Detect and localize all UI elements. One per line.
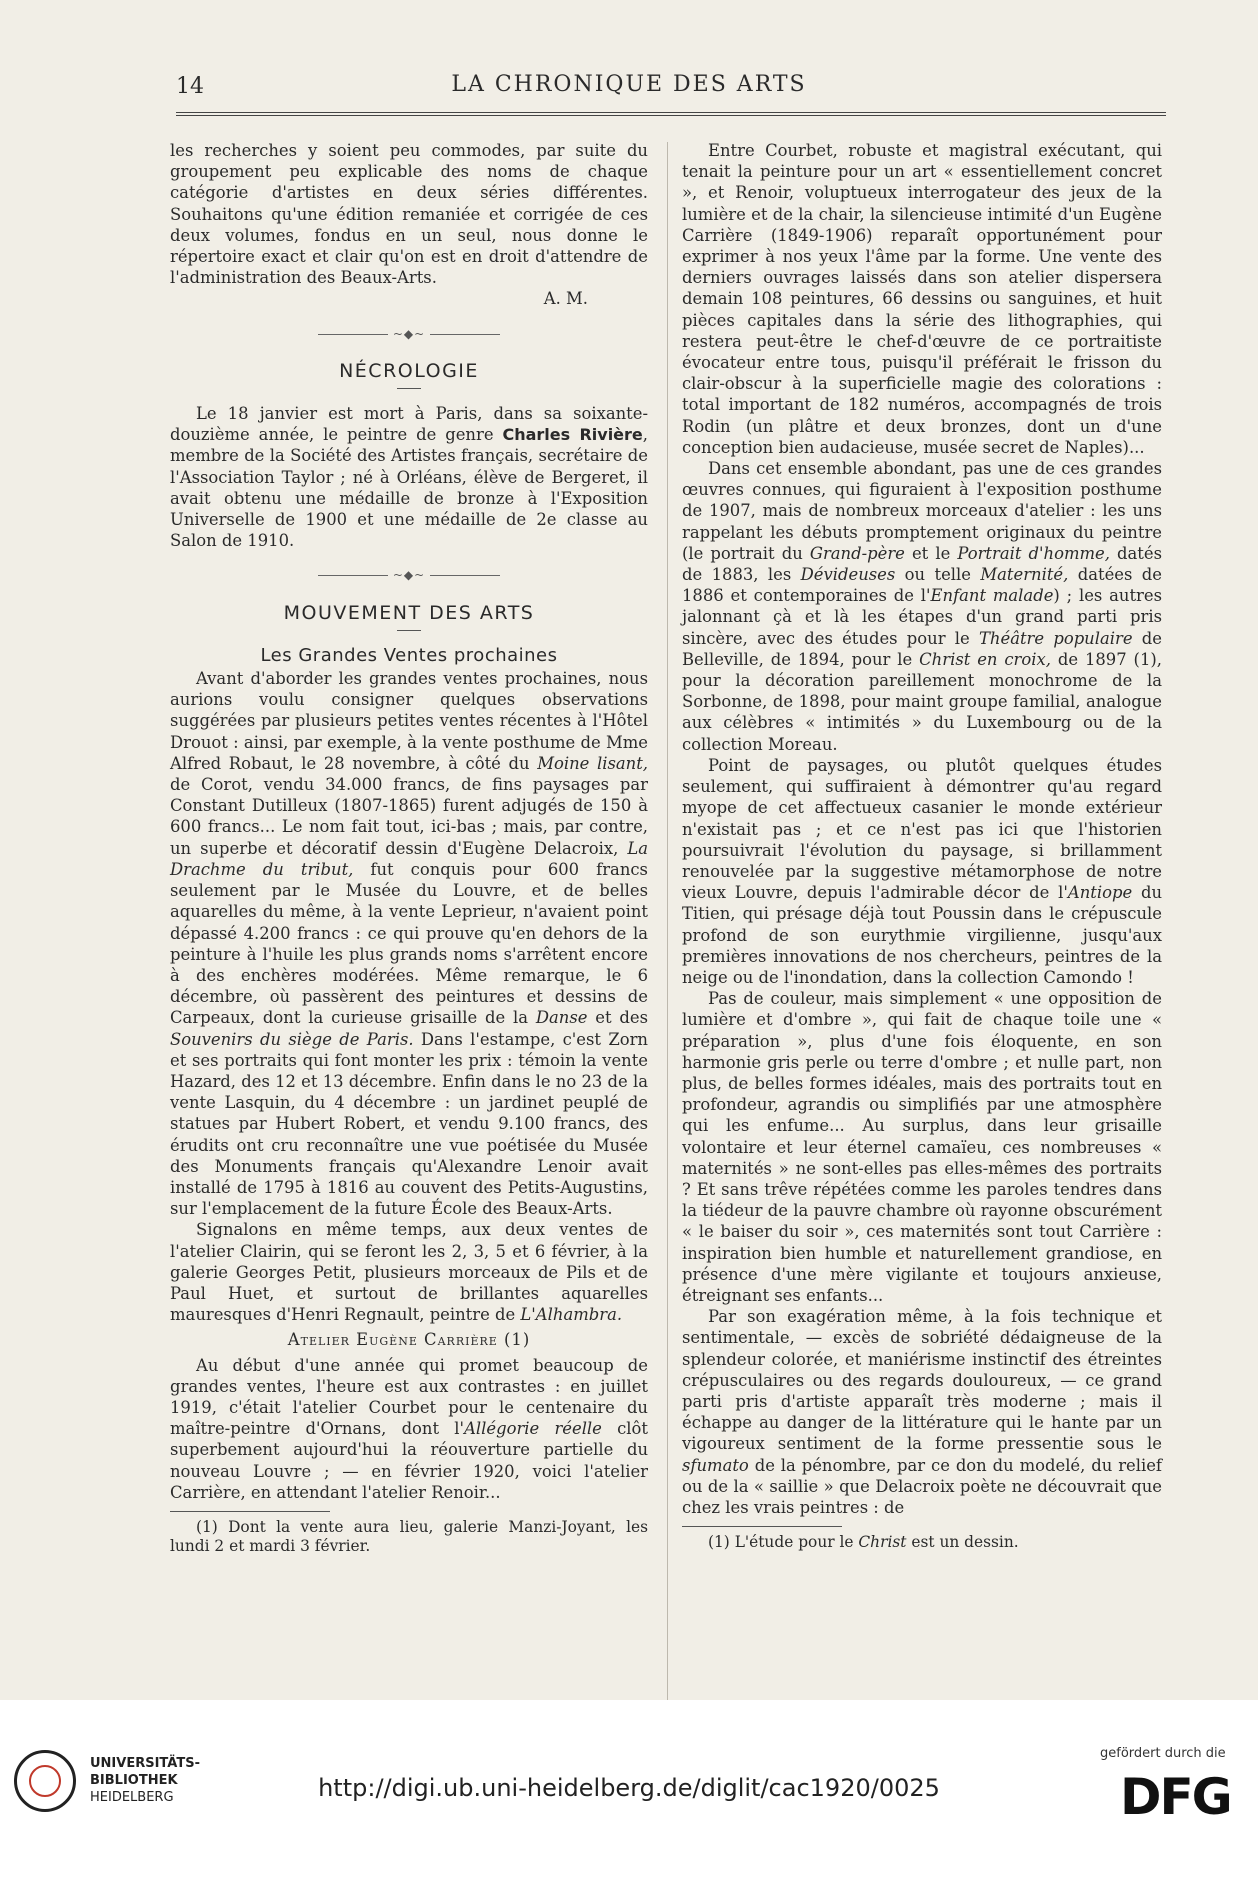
- header-rule: [176, 112, 1166, 116]
- necrologie-paragraph: Le 18 janvier est mort à Paris, dans sa soixante-douzième année, le peintre de genre Charles Rivière, membre de la Société des Artistes français, secrétaire de l'Association Taylor ; né à Orléans, élève de Bergeret, il avait obtenu une médaille de bronze à l'Exposition Universelle de 1900 et une médaille de 2e classe au Salon de 1910.: [170, 404, 648, 551]
- signature: A. M.: [543, 289, 588, 309]
- right-paragraph-5: Par son exagération même, à la fois technique et sentimentale, — excès de sobriété dédaigneuse de la splendeur colorée, et maniérisme instinctif des étreintes crépusculaires ou des regards douloureux, — ce grand parti pris d'artiste apparaît très moderne ; mais il échappe au danger de la littérature qui le hante par un vigoureux sentiment de la forme pressentie sous le sfumato de la pénombre, par ce don du modelé, du relief ou de la « saillie » que Delacroix poète ne découvrait que chez les vrais peintres : de: [682, 1307, 1162, 1517]
- atelier-title: Atelier Eugène Carrière (1): [287, 1330, 531, 1350]
- dfg-logo: DFG: [1120, 1768, 1231, 1826]
- footnote-rule: [170, 1511, 330, 1512]
- dfg-label: gefördert durch die: [1100, 1746, 1226, 1761]
- ventes-paragraph-1: Avant d'aborder les grandes ventes prochaines, nous aurions voulu consigner quelques observations suggérées par plusieurs petites ventes récentes à l'Hôtel Drouot : ainsi, par exemple, à la vente posthume de Mme Alfred Robaut, le 28 novembre, à côté du Moine lisant, de Corot, vendu 34.000 francs, de fins paysages par Constant Dutilleux (1807-1865) furent adjugés de 150 à 600 francs... Le nom fait tout, ici-bas ; mais, par contre, un superbe et décoratif dessin d'Eugène Delacroix, La Drachme du tribut, fut conquis pour 600 francs seulement par le Musée du Louvre, et de belles aquarelles du même, à la vente Leprieur, n'avaient point dépassé 4.200 francs : ce qui prouve qu'en dehors de la peinture à l'huile les plus grands noms s'arrêtent encore à des enchères modérées. Même remarque, le 6 décembre, où passèrent des peintures et dessins de Carpeaux, dont la curieuse grisaille de la Danse et des Souvenirs du siège de Paris. Dans l'estampe, c'est Zorn et ses portraits qui font monter les prix : témoin la vente Hazard, des 12 et 13 décembre. Enfin dans le no 23 de la vente Lasquin, du 4 décembre : un jardinet peuplé de statues par Hubert Robert, et vendu 9.100 francs, des érudits ont cru reconnaître une vue poétisée du Musée des Monuments français qu'Alexandre Lenoir avait installé de 1795 à 1816 au couvent des Petits-Augustins, sur l'emplacement de la future École des Beaux-Arts.: [170, 669, 648, 1219]
- artist-name: Charles Rivière: [502, 425, 643, 445]
- page-number: 14: [176, 74, 204, 99]
- ventes-title: Les Grandes Ventes prochaines: [260, 644, 558, 666]
- ventes-paragraph-2: Signalons en même temps, aux deux ventes de l'atelier Clairin, qui se feront les 2, 3, 5 et 6 février, à la galerie Georges Petit, plusieurs morceaux de Pils et de Paul Huet, et surtout de brillantes aquarelles mauresques d'Henri Regnault, peintre de L'Alhambra.: [170, 1220, 648, 1325]
- footnote-rule: [682, 1526, 842, 1527]
- atelier-paragraph: Au début d'une année qui promet beaucoup de grandes ventes, l'heure est aux contrastes : en juillet 1919, c'était l'atelier Courbet pour le centenaire du maître-peintre d'Ornans, dont l'Allégorie réelle clôt superbement aujourd'hui la réouverture partielle du nouveau Louvre ; — en février 1920, voici l'atelier Carrière, en attendant l'atelier Renoir...: [170, 1355, 648, 1502]
- right-paragraph-2: Dans cet ensemble abondant, pas une de ces grandes œuvres connues, qui figuraient à l'exposition posthume de 1907, mais de nombreux morceaux d'atelier : les uns rappelant les débuts promptement originaux du peintre (le portrait du Grand-père et le Portrait d'homme, datés de 1883, les Dévideuses ou telle Maternité, datées de 1886 et contemporaines de l'Enfant malade) ; les autres jalonnant çà et là les étapes d'un grand parti pris sincère, avec des études pour le Théâtre populaire de Belleville, de 1894, pour le Christ en croix, de 1897 (1), pour la décoration pareillement monochrome de la Sorbonne, de 1898, pour maint groupe familial, analogue aux célèbres « intimités » du Luxembourg ou de la collection Moreau.: [682, 459, 1163, 754]
- right-paragraph-1: Entre Courbet, robuste et magistral exécutant, qui tenait la peinture pour un art « essentiellement concret », et Renoir, voluptueux interrogateur des jeux de la lumière et de la chair, la silencieuse intimité d'un Eugène Carrière (1849-1906) reparaît opportunément pour exprimer à nos yeux l'âme par la forme. Une vente des derniers ouvrages laissés dans son atelier dispersera demain 108 peintures, 66 dessins ou sanguines, et huit pièces capitales dans la série des lithographies, qui restera peut-être le chef-d'œuvre de ce portraitiste évocateur entre tous, puisqu'il préférait le frisson du clair-obscur à la superficielle magie des colorations : total important de 182 numéros, accompagnés de trois Rodin (un plâtre et deux bronzes, dont un d'une conception bien audacieuse, musée secret de Naples)...: [682, 141, 1162, 457]
- necrologie-title: NÉCROLOGIE: [339, 359, 479, 382]
- right-paragraph-4: Pas de couleur, mais simplement « une opposition de lumière et d'ombre », qui fait de chaque toile une « préparation », plus d'une fois éloquente, en son harmonie gris perle ou terre d'ombre ; et nulle part, non plus, de belles formes idéales, mais des portraits tout en profondeur, agrandis ou simplifiés par une atmosphère qui les enfume... Au surplus, dans leur grisaille volontaire et leur éternel camaïeu, ces nombreuses « maternités » ne sont-elles pas elles-mêmes des portraits ? Et sans trêve répétées comme les paroles tendres dans la tiédeur de la pauvre chambre où rayonne obscurément « le baiser du soir », ces maternités sont tout Carrière : inspiration bien humble et naturellement grandiose, en présence d'une mère vigilante et toujours anxieuse, étreignant ses enfants...: [682, 989, 1162, 1305]
- university-name: UNIVERSITÄTS- BIBLIOTHEK HEIDELBERG: [90, 1756, 200, 1805]
- ornament-divider: ~◆~: [170, 324, 648, 345]
- intro-paragraph: les recherches y soient peu commodes, par suite du groupement peu explicable des noms de chaque catégorie d'artistes en deux séries différentes. Souhaitons qu'une édition remaniée et corrigée de ces deux volumes, fondus en un seul, nous donne le répertoire exact et clair qu'on est en droit d'attendre de l'administration des Beaux-Arts.: [170, 141, 648, 288]
- column-divider: [667, 142, 668, 1702]
- footnote-left: (1) Dont la vente aura lieu, galerie Manzi-Joyant, les lundi 2 et mardi 3 février.: [170, 1517, 648, 1555]
- right-column: [682, 140, 1162, 1552]
- short-rule: [397, 630, 421, 631]
- source-url[interactable]: http://digi.ub.uni-heidelberg.de/diglit/cac1920/0025: [318, 1774, 940, 1802]
- running-head: LA CHRONIQUE DES ARTS: [451, 72, 807, 97]
- footnote-right: (1) L'étude pour le Christ est un dessin.: [708, 1533, 1019, 1552]
- right-paragraph-3: Point de paysages, ou plutôt quelques études seulement, qui suffiraient à démontrer qu'au regard myope de cet affectueux casanier le monde extérieur n'existait pas ; et ce n'est pas ici que l'historien poursuivrait l'évolution du paysage, si brillamment renouvelée par la suggestive métamorphose de notre vieux Louvre, depuis l'admirable décor de l'Antiope du Titien, qui présage déjà tout Poussin dans le crépuscule profond de son eurythmie virgilienne, jusqu'aux premières innovations de nos chercheurs, peintres de la neige ou de l'inondation, dans la collection Camondo !: [682, 755, 1163, 987]
- left-column: [170, 140, 648, 1556]
- ornament-divider: ~◆~: [170, 565, 648, 586]
- mouvement-title: MOUVEMENT DES ARTS: [283, 601, 535, 624]
- short-rule: [397, 388, 421, 389]
